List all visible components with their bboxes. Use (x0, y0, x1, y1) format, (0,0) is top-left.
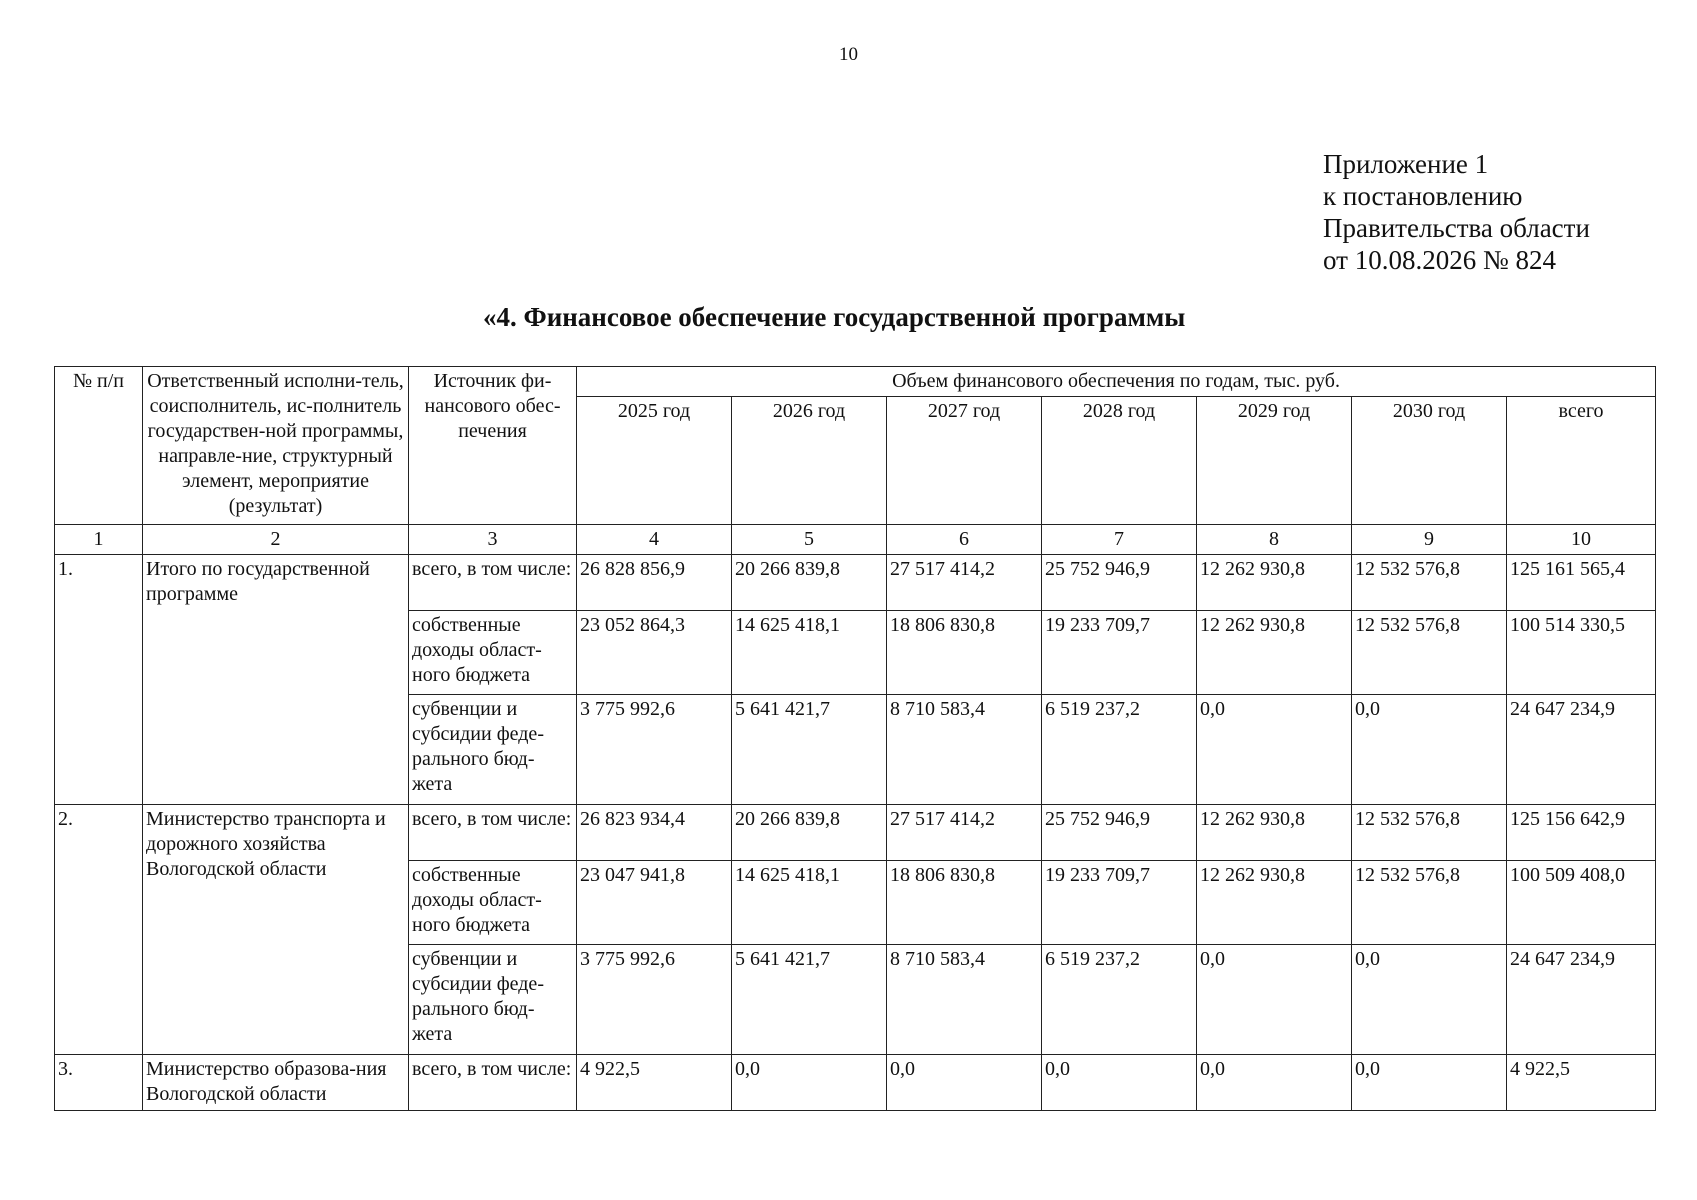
value-cell-total: 100 509 408,0 (1507, 861, 1656, 945)
header-num: № п/п (55, 367, 143, 525)
value-cell: 18 806 830,8 (887, 861, 1042, 945)
value-cell: 27 517 414,2 (887, 555, 1042, 611)
row-number: 2. (55, 805, 143, 1055)
appendix-line: Приложение 1 (1323, 149, 1489, 179)
column-index: 4 (577, 525, 732, 555)
row-number: 1. (55, 555, 143, 805)
value-cell: 12 262 930,8 (1197, 555, 1352, 611)
value-cell: 18 806 830,8 (887, 611, 1042, 695)
value-cell: 12 532 576,8 (1352, 861, 1507, 945)
row-source: всего, в том числе: (409, 805, 577, 861)
value-cell: 0,0 (1352, 1055, 1507, 1111)
value-cell: 8 710 583,4 (887, 945, 1042, 1055)
value-cell-total: 100 514 330,5 (1507, 611, 1656, 695)
value-cell: 3 775 992,6 (577, 695, 732, 805)
column-index: 8 (1197, 525, 1352, 555)
financing-table (54, 366, 1656, 1111)
header-responsible: Ответственный исполни-тель, соисполнитель, ис-полнитель государствен-ной программы, направле-ние, структурный элемент, мероприятие (результат) (143, 367, 409, 525)
row-source: всего, в том числе: (409, 555, 577, 611)
value-cell: 23 047 941,8 (577, 861, 732, 945)
value-cell: 4 922,5 (577, 1055, 732, 1111)
value-cell: 0,0 (1352, 945, 1507, 1055)
row-source: собственные доходы област-ного бюджета (409, 861, 577, 945)
header-source: Источник фи-нансового обес-печения (409, 367, 577, 525)
value-cell: 8 710 583,4 (887, 695, 1042, 805)
value-cell: 19 233 709,7 (1042, 611, 1197, 695)
header-year: 2029 год (1197, 397, 1352, 525)
document-title: «4. Финансовое обеспечение государственной программы (483, 302, 1186, 332)
value-cell: 26 823 934,4 (577, 805, 732, 861)
column-index: 7 (1042, 525, 1197, 555)
row-responsible: Министерство образова-ния Вологодской области (143, 1055, 409, 1111)
appendix-block (1323, 148, 1590, 276)
appendix-line: к постановлению (1323, 181, 1523, 211)
value-cell-total: 125 161 565,4 (1507, 555, 1656, 611)
value-cell: 12 532 576,8 (1352, 611, 1507, 695)
value-cell: 12 262 930,8 (1197, 805, 1352, 861)
row-number: 3. (55, 1055, 143, 1111)
row-source: собственные доходы област-ного бюджета (409, 611, 577, 695)
value-cell: 12 532 576,8 (1352, 555, 1507, 611)
appendix-line: от 10.08.2026 № 824 (1323, 245, 1556, 275)
row-source: всего, в том числе: (409, 1055, 577, 1111)
value-cell: 6 519 237,2 (1042, 945, 1197, 1055)
table-row (55, 805, 1656, 861)
value-cell-total: 4 922,5 (1507, 1055, 1656, 1111)
value-cell: 5 641 421,7 (732, 945, 887, 1055)
value-cell: 20 266 839,8 (732, 805, 887, 861)
value-cell: 0,0 (1352, 695, 1507, 805)
value-cell: 12 532 576,8 (1352, 805, 1507, 861)
column-index: 9 (1352, 525, 1507, 555)
header-year: 2028 год (1042, 397, 1197, 525)
value-cell: 12 262 930,8 (1197, 611, 1352, 695)
column-index: 3 (409, 525, 577, 555)
row-source: субвенции и субсидии феде-рального бюд-жета (409, 695, 577, 805)
row-source: субвенции и субсидии феде-рального бюд-жета (409, 945, 577, 1055)
value-cell: 0,0 (732, 1055, 887, 1111)
value-cell: 27 517 414,2 (887, 805, 1042, 861)
header-volume: Объем финансового обеспечения по годам, тыс. руб. (577, 367, 1656, 397)
value-cell: 0,0 (1197, 945, 1352, 1055)
value-cell-total: 24 647 234,9 (1507, 695, 1656, 805)
table-row (55, 1055, 1656, 1111)
column-index-row (55, 525, 1656, 555)
value-cell-total: 125 156 642,9 (1507, 805, 1656, 861)
value-cell: 0,0 (1197, 1055, 1352, 1111)
column-index: 5 (732, 525, 887, 555)
value-cell: 25 752 946,9 (1042, 555, 1197, 611)
header-year: 2025 год (577, 397, 732, 525)
table-row (55, 555, 1656, 611)
value-cell: 0,0 (1042, 1055, 1197, 1111)
value-cell: 5 641 421,7 (732, 695, 887, 805)
value-cell: 20 266 839,8 (732, 555, 887, 611)
header-year: 2027 год (887, 397, 1042, 525)
value-cell: 23 052 864,3 (577, 611, 732, 695)
row-responsible: Министерство транспорта и дорожного хозяйства Вологодской области (143, 805, 409, 1055)
value-cell: 0,0 (887, 1055, 1042, 1111)
value-cell: 25 752 946,9 (1042, 805, 1197, 861)
column-index: 1 (55, 525, 143, 555)
value-cell: 3 775 992,6 (577, 945, 732, 1055)
row-responsible: Итого по государственной программе (143, 555, 409, 805)
value-cell: 19 233 709,7 (1042, 861, 1197, 945)
appendix-line: Правительства области (1323, 213, 1590, 243)
value-cell: 14 625 418,1 (732, 861, 887, 945)
header-year: 2030 год (1352, 397, 1507, 525)
value-cell: 0,0 (1197, 695, 1352, 805)
value-cell: 14 625 418,1 (732, 611, 887, 695)
column-index: 2 (143, 525, 409, 555)
column-index: 6 (887, 525, 1042, 555)
column-index: 10 (1507, 525, 1656, 555)
value-cell: 26 828 856,9 (577, 555, 732, 611)
header-year: 2026 год (732, 397, 887, 525)
page-number: 10 (839, 44, 858, 65)
value-cell: 6 519 237,2 (1042, 695, 1197, 805)
header-row-top (55, 367, 1656, 397)
header-total: всего (1507, 397, 1656, 525)
value-cell: 12 262 930,8 (1197, 861, 1352, 945)
value-cell-total: 24 647 234,9 (1507, 945, 1656, 1055)
